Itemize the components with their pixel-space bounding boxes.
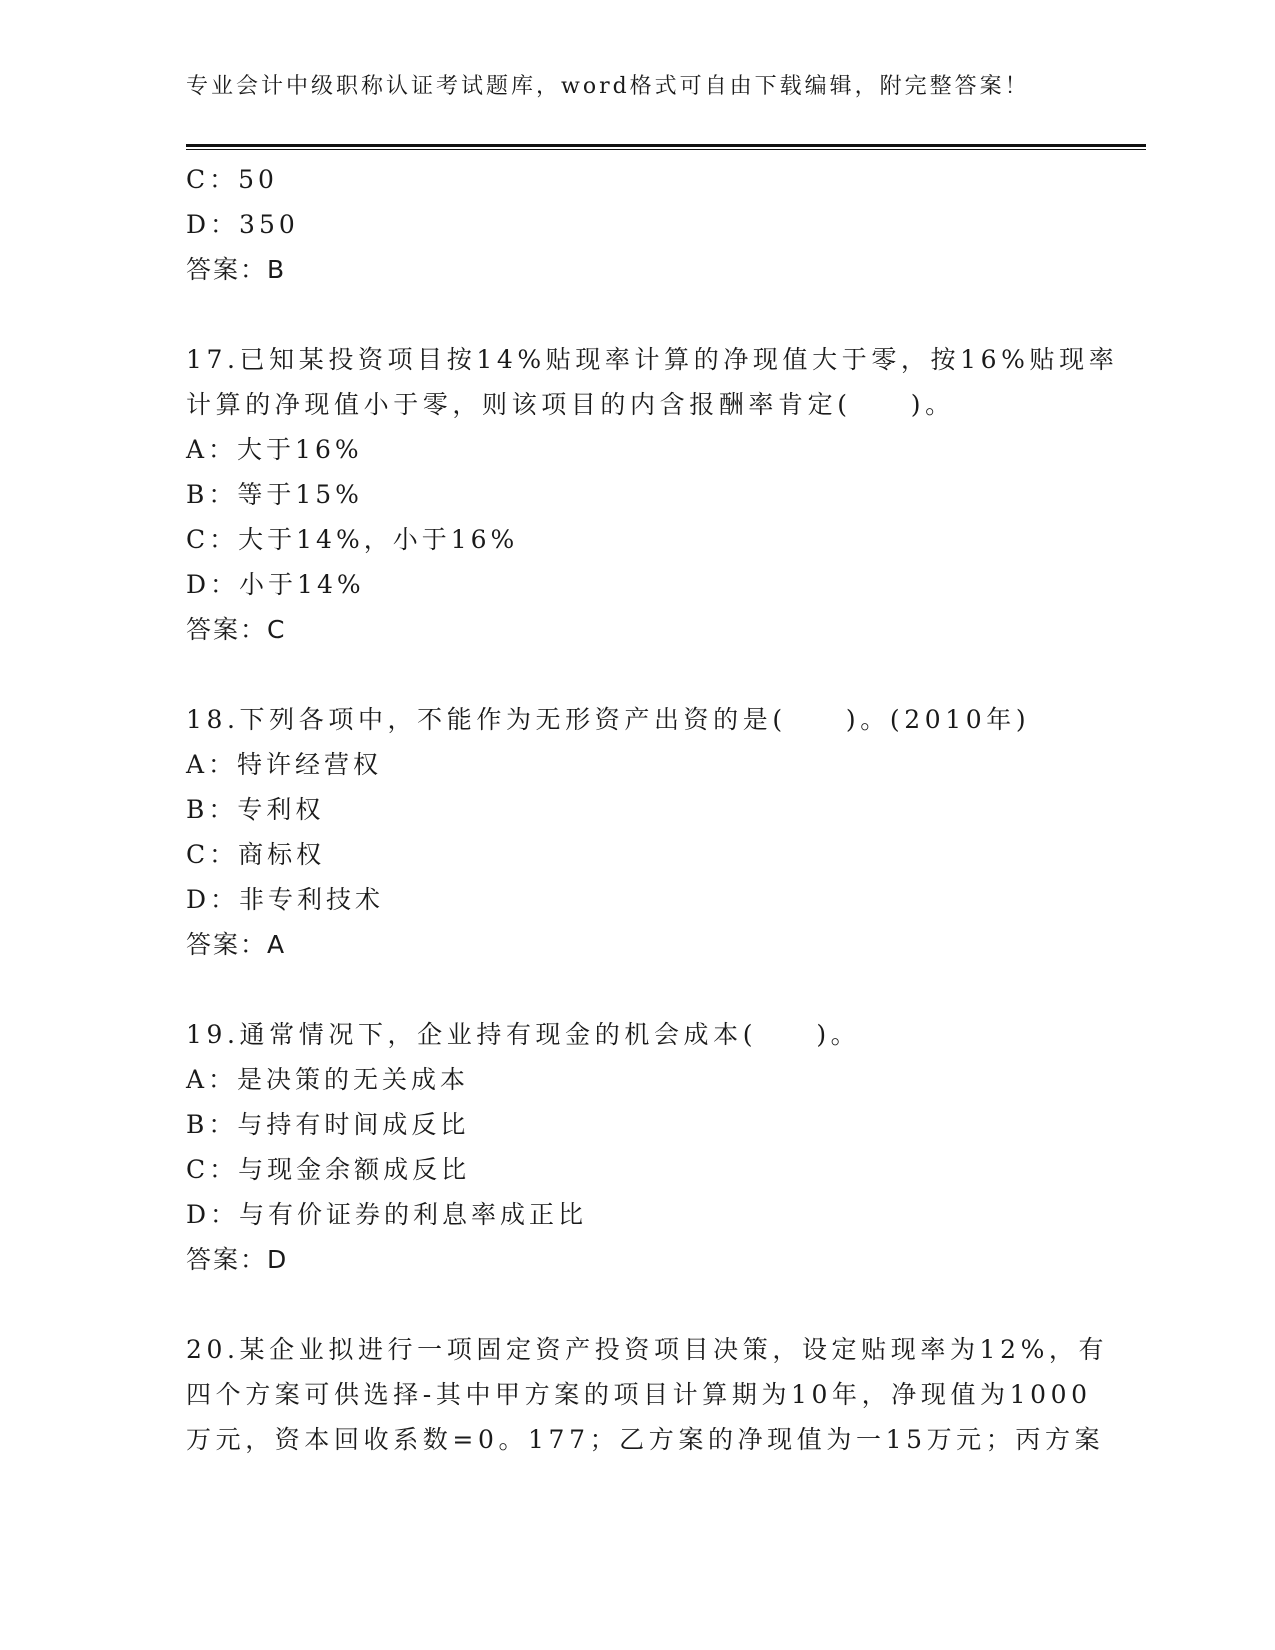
option-line: C：商标权 [186, 840, 326, 869]
question-text: 18.下列各项中，不能作为无形资产出资的是( )。(2010年) [186, 705, 1031, 734]
option-line: A：是决策的无关成本 [186, 1065, 470, 1094]
option-line: D：350 [186, 210, 299, 239]
option-line: D：非专利技术 [186, 885, 385, 914]
answer-line: 答案：D [186, 1245, 289, 1274]
option-line: C：大于14%，小于16% [186, 525, 519, 554]
answer-line: 答案：C [186, 615, 287, 644]
option-line: D：与有价证券的利息率成正比 [186, 1200, 588, 1229]
question-text: 四个方案可供选择-其中甲方案的项目计算期为10年，净现值为1000 [186, 1380, 1092, 1409]
question-17 [186, 337, 1146, 427]
question-text: 17.已知某投资项目按14%贴现率计算的净现值大于零，按16%贴现率 [186, 345, 1119, 374]
header-rule-thick [186, 144, 1146, 147]
option-line: A：大于16% [186, 435, 363, 464]
question-20 [186, 1327, 1146, 1462]
question-text: 20.某企业拟进行一项固定资产投资项目决策，设定贴现率为12%，有 [186, 1335, 1109, 1364]
question-19 [186, 1012, 1146, 1057]
question-text: 计算的净现值小于零，则该项目的内含报酬率肯定( )。 [186, 390, 955, 419]
option-line: C：与现金余额成反比 [186, 1155, 471, 1184]
answer-line: 答案：B [186, 255, 287, 284]
page-header: 专业会计中级职称认证考试题库，word格式可自由下载编辑，附完整答案！ [186, 74, 1030, 99]
question-text: 万元，资本回收系数=0。177；乙方案的净现值为一15万元；丙方案 [186, 1425, 1105, 1454]
question-18 [186, 697, 1146, 742]
answer-line: 答案：A [186, 930, 287, 959]
option-line: D：小于14% [186, 570, 365, 599]
option-line: A：特许经营权 [186, 750, 383, 779]
option-line: B：专利权 [186, 795, 325, 824]
question-content [186, 157, 1146, 1462]
header-rule-thin [186, 149, 1146, 150]
question-text: 19.通常情况下，企业持有现金的机会成本( )。 [186, 1020, 861, 1049]
option-line: B：与持有时间成反比 [186, 1110, 470, 1139]
option-line: C：50 [186, 165, 278, 194]
option-line: B：等于15% [186, 480, 363, 509]
